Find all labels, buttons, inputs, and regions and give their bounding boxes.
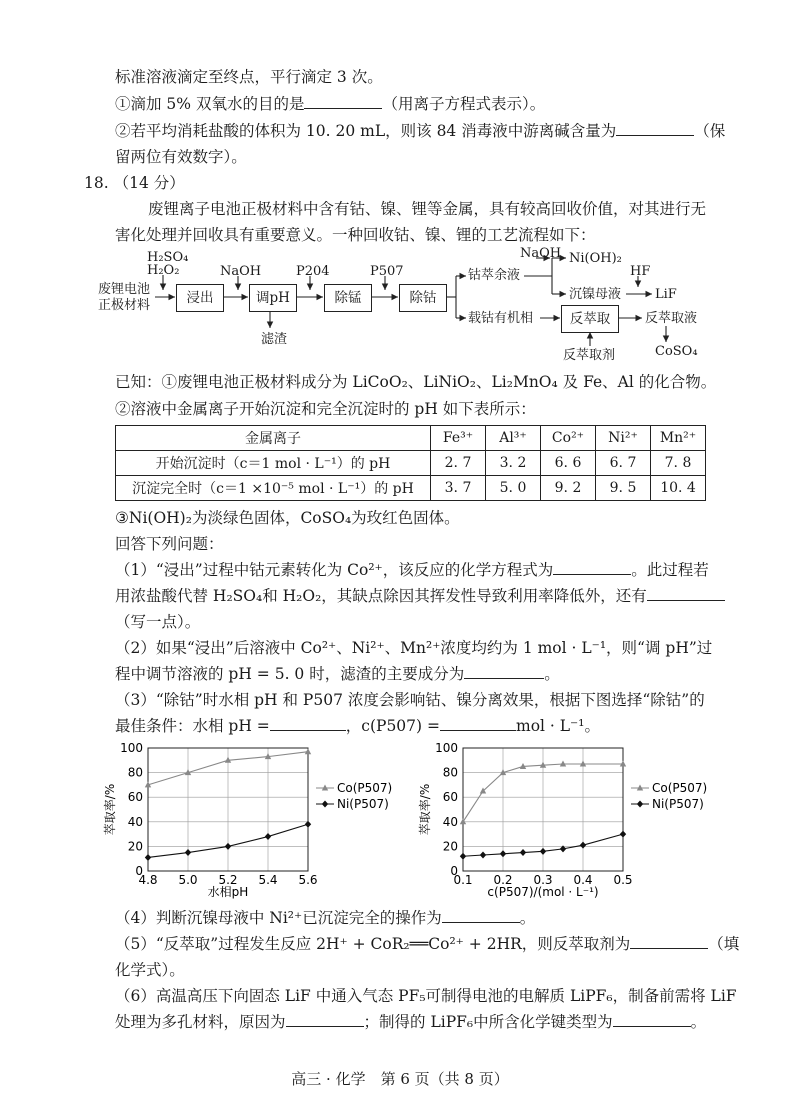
table-header-cell: Fe³⁺: [431, 426, 486, 451]
table-header-cell: Mn²⁺: [651, 426, 706, 451]
text-line: ②溶液中金属离子开始沉淀和完全沉淀时的 pH 如下表所示：: [115, 400, 536, 418]
y-axis-label: 萃取率/%: [103, 783, 117, 836]
table-header-cell: Co²⁺: [541, 426, 596, 451]
text-segment: 最佳条件：水相 pH =: [115, 717, 270, 735]
data-point: [540, 848, 546, 855]
text-line: （3）“除钴”时水相 pH 和 P507 浓度会影响钴、镍分离效果，根据下图选择“除钴”的: [115, 691, 705, 709]
text-line: 害化处理并回收具有重要意义。一种回收钴、镍、锂的工艺流程如下：: [115, 226, 596, 244]
text-segment: 程中调节溶液的 pH = 5. 0 时，滤渣的主要成分为: [115, 665, 465, 683]
x-tick-label: 0.1: [453, 873, 473, 887]
answer-blank[interactable]: [440, 715, 516, 731]
data-point: [580, 842, 586, 849]
text-segment: mol · L⁻¹。: [516, 717, 600, 735]
y-tick-label: 0: [450, 864, 458, 878]
data-point: [500, 850, 506, 857]
data-point: [520, 849, 526, 856]
text-segment: 用浓盐酸代替 H₂SO₄和 H₂O₂，其缺点除因其挥发性导致利用率降低外，还有: [115, 587, 647, 605]
answer-blank[interactable]: [286, 1011, 364, 1027]
data-point: [305, 748, 311, 754]
question-line: [115, 663, 560, 685]
y-tick-label: 60: [127, 790, 143, 805]
table-cell: 7. 8: [651, 451, 706, 476]
table-cell: 5. 0: [486, 476, 541, 501]
y-tick-label: 100: [120, 741, 143, 755]
answer-blank[interactable]: [630, 933, 708, 949]
text-segment: （用离子方程式表示）。: [382, 95, 546, 113]
y-tick-label: 40: [442, 814, 458, 829]
text-segment: （1）“浸出”过程中钴元素转化为 Co²⁺，该反应的化学方程式为: [115, 561, 554, 579]
y-tick-label: 40: [127, 814, 143, 829]
data-point: [225, 843, 231, 850]
x-tick-label: 5.4: [258, 873, 278, 887]
reagent-label: H₂O₂: [147, 263, 180, 278]
y-tick-label: 20: [442, 839, 458, 854]
table-cell: 10. 4: [651, 476, 706, 501]
chart-ph-extraction: [100, 740, 400, 900]
reagent-label: P204: [296, 264, 330, 279]
legend-label: Co(P507): [337, 781, 393, 795]
stream-label: 钴萃余液: [468, 268, 521, 283]
text-segment: ，c(P507) =: [345, 717, 440, 735]
x-tick-label: 5.0: [178, 873, 198, 887]
x-tick-label: 0.3: [533, 873, 553, 887]
residue-label: 滤渣: [261, 332, 288, 347]
text-line: 留两位有效数字）。: [115, 148, 247, 166]
y-tick-label: 0: [135, 864, 143, 878]
y-axis-label: 萃取率/%: [418, 783, 432, 836]
legend-label: Ni(P507): [652, 797, 704, 811]
stream-label: 载钴有机相: [468, 311, 534, 326]
text-line: 回答下列问题：: [115, 535, 224, 553]
y-tick-label: 80: [127, 765, 143, 780]
text-segment: 。: [519, 909, 536, 927]
text-segment: （5）“反萃取”过程发生反应 2H⁺ + CoR₂══Co²⁺ + 2HR，则反萃取剂为: [115, 935, 631, 953]
table-header-row: [116, 426, 706, 451]
y-tick-label: 100: [435, 741, 458, 755]
answer-blank[interactable]: [442, 907, 520, 923]
process-box-stripping: 反萃取: [561, 305, 619, 333]
text-line: 化学式）。: [115, 961, 185, 979]
text-line: ③Ni(OH)₂为淡绿色固体，CoSO₄为玫红色固体。: [115, 509, 460, 527]
answer-blank[interactable]: [270, 715, 346, 731]
text-segment: ；制得的 LiPF₆中所含化学键类型为: [363, 1013, 613, 1031]
text-segment: ①滴加 5% 双氧水的目的是: [115, 95, 305, 113]
table-header-cell: Ni²⁺: [596, 426, 651, 451]
text-line: （写一点）。: [115, 613, 201, 631]
page-footer: 高三 · 化学 第 6 页（共 8 页）: [291, 1070, 509, 1088]
data-point: [620, 831, 626, 838]
table-cell: 6. 7: [596, 451, 651, 476]
table-cell: 9. 5: [596, 476, 651, 501]
table-header-cell: Al³⁺: [486, 426, 541, 451]
x-tick-label: 5.6: [298, 873, 318, 887]
answer-blank[interactable]: [464, 663, 544, 679]
product-label: Ni(OH)₂: [569, 251, 622, 266]
reagent-label: NaOH: [220, 264, 262, 279]
table-cell: 3. 7: [431, 476, 486, 501]
reagent-label: P507: [370, 264, 404, 279]
text-segment: ②若平均消耗盐酸的体积为 10. 20 mL，则该 84 消毒液中游离碱含量为: [115, 122, 617, 140]
question-line: [115, 559, 709, 581]
legend-label: Ni(P507): [337, 797, 389, 811]
text-line: 废锂离子电池正极材料中含有钴、镍、锂等金属，具有较高回收价值，对其进行无: [148, 200, 707, 218]
question-line: [115, 715, 600, 737]
table-cell: 6. 6: [541, 451, 596, 476]
process-box-remove-mn: 除锰: [324, 284, 372, 312]
text-segment: （填: [708, 935, 740, 953]
text-segment: 。此过程若: [631, 561, 709, 579]
table-header-cell: 金属离子: [116, 426, 431, 451]
y-tick-label: 60: [442, 790, 458, 805]
text-line: （2）如果“浸出”后溶液中 Co²⁺、Ni²⁺、Mn²⁺浓度均约为 1 mol · L⁻¹，则“调 pH”过: [115, 639, 713, 657]
y-tick-label: 80: [442, 765, 458, 780]
reagent-label: HF: [630, 264, 651, 279]
product-label: LiF: [655, 287, 677, 302]
table-cell: 2. 7: [431, 451, 486, 476]
y-tick-label: 20: [127, 839, 143, 854]
legend-marker: [322, 801, 328, 808]
x-axis-label: c(P507)/(mol · L⁻¹): [487, 885, 599, 899]
legend-label: Co(P507): [652, 781, 708, 795]
data-point: [265, 833, 271, 840]
table-cell: 沉淀完全时（c＝1 ×10⁻⁵ mol · L⁻¹）的 pH: [116, 476, 431, 501]
data-point: [460, 853, 466, 860]
process-box-adjust-ph: 调pH: [249, 284, 297, 312]
question-line: [115, 585, 725, 607]
text-segment: （保: [694, 122, 726, 140]
text-line: 标准溶液滴定至终点，平行滴定 3 次。: [115, 68, 383, 86]
reagent-label: 反萃取剂: [563, 348, 616, 363]
data-point: [185, 849, 191, 856]
table-cell: 3. 2: [486, 451, 541, 476]
table-cell: 开始沉淀时（c＝1 mol · L⁻¹）的 pH: [116, 451, 431, 476]
text-segment: 。: [690, 1013, 707, 1031]
process-box-leaching: 浸出: [176, 284, 224, 312]
question-line: [115, 933, 739, 955]
question-line: [115, 1011, 706, 1033]
question-number: 18. （14 分）: [84, 174, 185, 192]
ph-data-table: [115, 425, 706, 501]
answer-blank[interactable]: [553, 559, 631, 575]
answer-blank[interactable]: [647, 585, 725, 601]
text-segment: 处理为多孔材料，原因为: [115, 1013, 286, 1031]
text-line: 已知：①废锂电池正极材料成分为 LiCoO₂、LiNiO₂、Li₂MnO₄ 及 Fe、Al 的化合物。: [115, 373, 717, 391]
x-tick-label: 5.2: [218, 873, 238, 887]
text-segment: 。: [544, 665, 560, 683]
table-row: [116, 476, 706, 501]
data-point: [480, 852, 486, 859]
x-tick-label: 4.8: [138, 873, 158, 887]
reagent-label: H₂SO₄: [147, 250, 189, 265]
question-line: [115, 907, 535, 929]
x-tick-label: 0.4: [573, 873, 593, 887]
x-axis-label: 水相pH: [207, 885, 249, 899]
stream-label: 沉镍母液: [569, 287, 622, 302]
reagent-label: NaOH: [520, 246, 562, 261]
product-label: CoSO₄: [655, 344, 698, 359]
table-cell: 9. 2: [541, 476, 596, 501]
stream-label: 反萃取液: [645, 311, 698, 326]
data-point: [145, 854, 151, 861]
legend-marker: [637, 801, 643, 808]
answer-blank[interactable]: [613, 1011, 691, 1027]
x-tick-label: 0.5: [613, 873, 633, 887]
table-row: [116, 451, 706, 476]
feed-label: 废锂电池: [98, 282, 151, 297]
process-box-remove-co: 除钴: [399, 284, 447, 312]
feed-label: 正极材料: [98, 298, 151, 313]
text-segment: （4）判断沉镍母液中 Ni²⁺已沉淀完全的操作为: [115, 909, 442, 927]
text-line: （6）高温高压下向固态 LiF 中通入气态 PF₅可制得电池的电解质 LiPF₆，制备前需将 LiF: [115, 987, 737, 1005]
x-tick-label: 0.2: [493, 873, 513, 887]
chart-p507-extraction: [415, 740, 715, 900]
